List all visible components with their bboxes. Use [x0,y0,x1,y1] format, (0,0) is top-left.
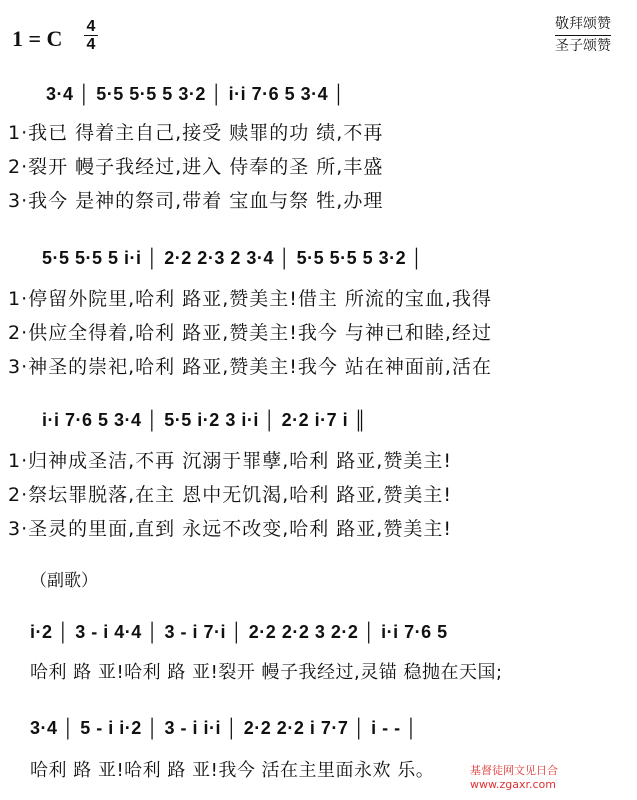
watermark-url: www.zgaxr.com [470,778,556,791]
time-signature [84,18,98,53]
meter-denominator: 4 [86,36,96,53]
watermark-cn: 基督徒网文见日合 [470,764,558,777]
chorus-line2-notation: 3·4 │ 5 - i i·2 │ 3 - i i·i │ 2·2 2·2 i 7·7 │ i - - │ [30,718,418,738]
stanza2-lyric-2: 2·供应全得着,哈利 路亚,赞美主!我今 与神已和睦,经过 [8,322,492,344]
stanza2-notation: 5·5 5·5 5 i·i │ 2·2 2·3 2 3·4 │ 5·5 5·5 5 3·2 │ [42,248,424,268]
stanza3-lyric-1: 1·归神成圣洁,不再 沉溺于罪孽,哈利 路亚,赞美主! [8,450,452,472]
chorus-label: （副歌） [30,571,98,591]
meter-numerator: 4 [84,18,98,36]
stanza3-notation: i·i 7·6 5 3·4 │ 5·5 i·2 3 i·i │ 2·2 i·7 i ║ [42,410,367,430]
category-secondary: 圣子颂赞 [555,38,611,54]
stanza2-lyric-3: 3·神圣的崇祀,哈利 路亚,赞美主!我今 站在神面前,活在 [8,356,492,378]
stanza1-lyric-2: 2·裂开 幔子我经过,进入 侍奉的圣 所,丰盛 [8,156,384,178]
stanza3-lyric-2: 2·祭坛罪脱落,在主 恩中无饥渴,哈利 路亚,赞美主! [8,484,452,506]
stanza1-notation: 3·4 │ 5·5 5·5 5 3·2 │ i·i 7·6 5 3·4 │ [46,84,346,104]
chorus-line1-lyric: 哈利 路 亚!哈利 路 亚!裂开 幔子我经过,灵锚 稳抛在天国; [30,662,503,683]
category-labels [555,14,611,56]
stanza1-lyric-3: 3·我今 是神的祭司,带着 宝血与祭 牲,办理 [8,190,384,212]
chorus-line2-lyric: 哈利 路 亚!哈利 路 亚!我今 活在主里面永欢 乐。 [30,760,435,781]
stanza1-lyric-1: 1·我已 得着主自己,接受 赎罪的功 绩,不再 [8,122,384,144]
chorus-line1-notation: i·2 │ 3 - i 4·4 │ 3 - i 7·i │ 2·2 2·2 3 2·2 │ i·i 7·6 5 [30,622,448,642]
stanza3-lyric-3: 3·圣灵的里面,直到 永远不改变,哈利 路亚,赞美主! [8,518,452,540]
stanza2-lyric-1: 1·停留外院里,哈利 路亚,赞美主!借主 所流的宝血,我得 [8,288,492,310]
watermark [470,764,558,792]
category-primary: 敬拜颂赞 [555,14,611,36]
key-signature: 1 = C [12,26,63,51]
